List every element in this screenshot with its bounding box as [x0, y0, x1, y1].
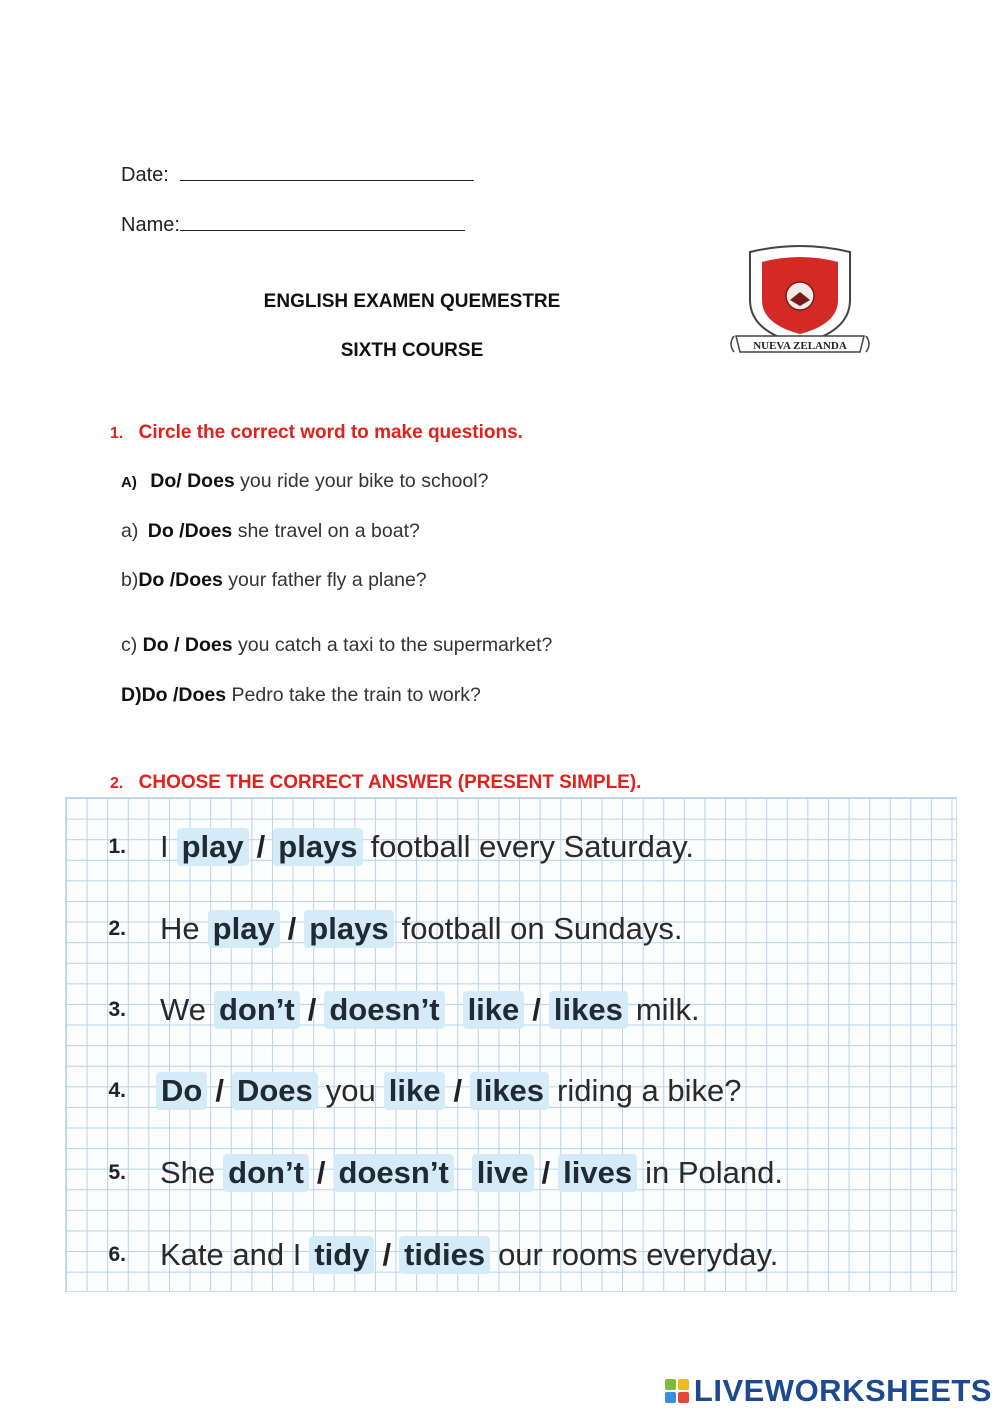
slash: /	[316, 1155, 326, 1190]
sentence-pre: We	[160, 992, 206, 1027]
sentence-row	[66, 822, 700, 872]
section2-number: 2.	[110, 775, 124, 792]
slash: /	[215, 1073, 224, 1108]
sentence-mid: you	[325, 1073, 376, 1108]
slash: /	[532, 992, 541, 1027]
question-text: your father fly a plane?	[222, 569, 427, 591]
sentence-post: our rooms everyday.	[498, 1237, 779, 1272]
sentence-pre: I	[160, 829, 169, 864]
slash: /	[541, 1155, 551, 1190]
option-b[interactable]: plays	[273, 828, 362, 866]
sentence-number: 5.	[108, 1161, 126, 1184]
slash: /	[256, 829, 266, 864]
name-label: Name:	[121, 214, 180, 236]
name-field	[121, 212, 465, 237]
option-a[interactable]: don’t	[223, 1154, 309, 1192]
option-b[interactable]: doesn’t	[334, 1154, 454, 1192]
option-a[interactable]: play	[177, 828, 249, 866]
question-options[interactable]: Do/ Does	[150, 470, 235, 492]
liveworksheets-wordmark: LIVEWORKSHEETS	[693, 1373, 992, 1408]
option-a[interactable]: Do	[156, 1072, 207, 1110]
question-options[interactable]: Do / Does	[142, 634, 233, 656]
sentence-number: 4.	[108, 1079, 126, 1102]
sentence-post: milk.	[635, 992, 700, 1027]
section1-number: 1.	[110, 425, 124, 442]
sentence-pre: Kate and I	[160, 1237, 302, 1272]
option-d[interactable]: lives	[558, 1154, 637, 1192]
question-options[interactable]: Do /Does	[138, 569, 223, 591]
option-a[interactable]: don’t	[214, 991, 300, 1029]
option-c[interactable]: like	[463, 991, 525, 1029]
sentence-row	[66, 985, 706, 1035]
sentence-post: football on Sundays.	[401, 911, 683, 946]
school-logo	[728, 240, 873, 365]
option-b[interactable]: plays	[304, 910, 393, 948]
option-b[interactable]: tidies	[399, 1236, 490, 1274]
section1-instruction	[110, 422, 523, 444]
question-a	[121, 520, 420, 543]
sentence-post: riding a bike?	[557, 1073, 742, 1108]
option-a[interactable]: play	[208, 910, 280, 948]
question-label: a)	[121, 520, 139, 542]
date-line[interactable]	[180, 162, 474, 181]
sentence-pre: She	[160, 1155, 216, 1190]
question-b	[121, 569, 427, 592]
question-text: Pedro take the train to work?	[226, 684, 481, 706]
date-label: Date:	[121, 164, 169, 186]
option-d[interactable]: likes	[549, 991, 628, 1029]
sentence-number: 1.	[108, 835, 126, 858]
question-text: you catch a taxi to the supermarket?	[232, 634, 553, 656]
option-b[interactable]: doesn’t	[324, 991, 444, 1029]
question-options[interactable]: Do /Does	[141, 684, 227, 706]
question-A	[121, 470, 488, 493]
liveworksheets-brand[interactable]	[664, 1373, 992, 1409]
question-text: you ride your bike to school?	[234, 470, 489, 492]
question-text: she travel on a boat?	[232, 520, 420, 542]
question-label: c)	[121, 634, 138, 656]
slash: /	[382, 1237, 392, 1272]
question-c	[121, 634, 552, 657]
course-title: SIXTH COURSE	[340, 340, 484, 361]
option-b[interactable]: Does	[232, 1072, 318, 1110]
option-c[interactable]: live	[472, 1154, 534, 1192]
question-options[interactable]: Do /Does	[147, 520, 233, 542]
sentence-pre: He	[160, 911, 200, 946]
question-D	[121, 684, 481, 707]
sentence-post: in Poland.	[645, 1155, 783, 1190]
option-c[interactable]: like	[384, 1072, 446, 1110]
name-line[interactable]	[180, 212, 465, 231]
sentence-post: football every Saturday.	[370, 829, 694, 864]
sentence-row	[66, 1066, 747, 1116]
question-label: A)	[121, 474, 137, 491]
sentence-number: 3.	[108, 998, 126, 1021]
liveworksheets-logo-icon	[664, 1378, 690, 1404]
exam-title: ENGLISH EXAMEN QUEMESTRE	[263, 291, 561, 312]
sentence-row	[66, 1230, 784, 1280]
option-a[interactable]: tidy	[309, 1236, 374, 1274]
slash: /	[453, 1073, 463, 1108]
slash: /	[307, 992, 317, 1027]
section1-text: Circle the correct word to make questions.	[138, 422, 523, 443]
sentence-number: 2.	[108, 917, 126, 940]
option-d[interactable]: likes	[470, 1072, 549, 1110]
sentence-row	[66, 904, 689, 954]
logo-text: NUEVA ZELANDA	[753, 340, 847, 352]
section2-instruction	[110, 772, 641, 794]
section2-text: CHOOSE THE CORRECT ANSWER (PRESENT SIMPLE).	[138, 772, 642, 793]
slash: /	[287, 911, 297, 946]
sentence-row	[66, 1148, 789, 1198]
question-label: D)	[121, 684, 142, 706]
question-label: b)	[121, 569, 139, 591]
exercise-grid	[65, 797, 957, 1292]
sentence-number: 6.	[108, 1243, 126, 1266]
date-field	[121, 162, 474, 187]
